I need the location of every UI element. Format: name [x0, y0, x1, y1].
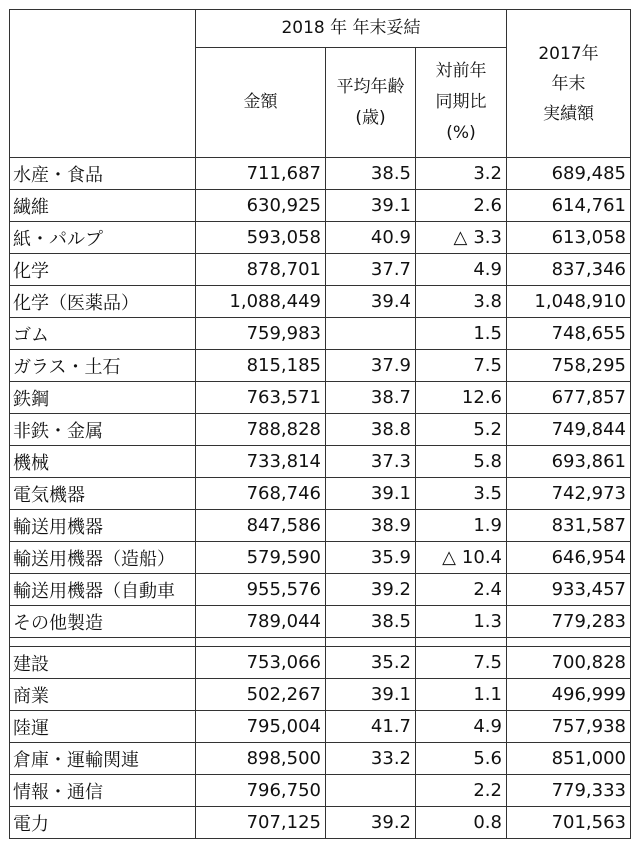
avg-age-cell: 35.9 — [326, 542, 416, 574]
industry-cell: 建設 — [10, 647, 196, 679]
industry-cell: 化学 — [10, 254, 196, 286]
prev-amount-cell: 677,857 — [507, 382, 631, 414]
industry-cell: その他製造 — [10, 606, 196, 638]
table-row — [10, 222, 631, 254]
yoy-cell — [416, 446, 507, 478]
avg-age-cell: 35.2 — [326, 647, 416, 679]
amount-cell: 789,044 — [196, 606, 326, 638]
prev-amount-cell: 837,346 — [507, 254, 631, 286]
decrease-mark: △ — [442, 547, 456, 568]
table-row — [10, 574, 631, 606]
table-row — [10, 510, 631, 542]
yoy-value: 7.5 — [473, 355, 502, 376]
avg-age-cell: 37.7 — [326, 254, 416, 286]
yoy-value: 5.8 — [473, 451, 502, 472]
prev-amount-cell: 613,058 — [507, 222, 631, 254]
prev-amount-cell: 933,457 — [507, 574, 631, 606]
amount-cell: 847,586 — [196, 510, 326, 542]
yoy-value: 2.4 — [473, 579, 502, 600]
yoy-value: 4.9 — [473, 259, 502, 280]
industry-cell: 情報・通信 — [10, 775, 196, 807]
amount-cell: 763,571 — [196, 382, 326, 414]
amount-cell: 753,066 — [196, 647, 326, 679]
yoy-value: 4.9 — [473, 716, 502, 737]
table-row — [10, 775, 631, 807]
yoy-cell — [416, 254, 507, 286]
table-row — [10, 807, 631, 839]
avg-age-cell: 39.2 — [326, 574, 416, 606]
gap-cell — [507, 638, 631, 647]
yoy-value: 3.3 — [473, 227, 502, 248]
section-gap-row — [10, 638, 631, 647]
yoy-cell — [416, 382, 507, 414]
yoy-cell — [416, 542, 507, 574]
yoy-value: 0.8 — [473, 812, 502, 833]
avg-age-cell — [326, 318, 416, 350]
industry-cell: 輸送用機器 — [10, 510, 196, 542]
yoy-cell — [416, 510, 507, 542]
header-avg-age — [326, 48, 416, 158]
table-row — [10, 382, 631, 414]
table-body — [10, 158, 631, 839]
avg-age-cell: 39.2 — [326, 807, 416, 839]
avg-age-cell — [326, 775, 416, 807]
prev-amount-cell: 700,828 — [507, 647, 631, 679]
yoy-value: 1.3 — [473, 611, 502, 632]
amount-cell: 733,814 — [196, 446, 326, 478]
table-row — [10, 318, 631, 350]
gap-cell — [416, 638, 507, 647]
yoy-cell — [416, 679, 507, 711]
table-row — [10, 158, 631, 190]
yoy-value: 2.2 — [473, 780, 502, 801]
prev-amount-cell: 614,761 — [507, 190, 631, 222]
header-yoy-line1: 対前年 — [435, 61, 487, 81]
yoy-cell — [416, 807, 507, 839]
yoy-cell — [416, 775, 507, 807]
table-row — [10, 350, 631, 382]
yoy-cell — [416, 350, 507, 382]
yoy-cell — [416, 190, 507, 222]
table-row — [10, 743, 631, 775]
industry-cell: 輸送用機器（造船） — [10, 542, 196, 574]
avg-age-cell: 38.5 — [326, 158, 416, 190]
yoy-value: 3.5 — [473, 483, 502, 504]
prev-amount-cell: 758,295 — [507, 350, 631, 382]
prev-amount-cell: 496,999 — [507, 679, 631, 711]
table-row — [10, 446, 631, 478]
table-row — [10, 286, 631, 318]
industry-cell: 非鉄・金属 — [10, 414, 196, 446]
table-row — [10, 647, 631, 679]
table-row — [10, 414, 631, 446]
industry-cell: 鉄鋼 — [10, 382, 196, 414]
prev-amount-cell: 831,587 — [507, 510, 631, 542]
yoy-value: 3.2 — [473, 163, 502, 184]
gap-cell — [10, 638, 196, 647]
header-yoy-line2: 同期比 — [435, 92, 487, 112]
industry-cell: 電気機器 — [10, 478, 196, 510]
yoy-cell — [416, 743, 507, 775]
amount-cell: 593,058 — [196, 222, 326, 254]
industry-cell: 電力 — [10, 807, 196, 839]
yoy-cell — [416, 158, 507, 190]
amount-cell: 815,185 — [196, 350, 326, 382]
industry-cell: 陸運 — [10, 711, 196, 743]
yoy-value: 2.6 — [473, 195, 502, 216]
header-amount-label: 金額 — [243, 92, 278, 112]
table-row — [10, 190, 631, 222]
amount-cell: 759,983 — [196, 318, 326, 350]
table-row — [10, 478, 631, 510]
yoy-cell — [416, 711, 507, 743]
amount-cell: 579,590 — [196, 542, 326, 574]
header-prev-line3: 実績額 — [543, 103, 594, 124]
prev-amount-cell: 851,000 — [507, 743, 631, 775]
amount-cell: 502,267 — [196, 679, 326, 711]
yoy-cell — [416, 286, 507, 318]
decrease-mark: △ — [453, 227, 468, 248]
yoy-value: 10.4 — [461, 547, 502, 568]
prev-amount-cell: 693,861 — [507, 446, 631, 478]
prev-amount-cell: 749,844 — [507, 414, 631, 446]
header-group-label: 2018 年 年末妥結 — [281, 18, 421, 38]
industry-cell: ガラス・土石 — [10, 350, 196, 382]
avg-age-cell: 33.2 — [326, 743, 416, 775]
amount-cell: 955,576 — [196, 574, 326, 606]
yoy-value: 12.6 — [461, 387, 502, 408]
amount-cell: 795,004 — [196, 711, 326, 743]
avg-age-cell: 38.8 — [326, 414, 416, 446]
prev-amount-cell: 779,283 — [507, 606, 631, 638]
avg-age-cell: 39.1 — [326, 190, 416, 222]
header-prev-line1: 2017年 — [538, 43, 599, 64]
avg-age-cell: 37.3 — [326, 446, 416, 478]
amount-cell: 788,828 — [196, 414, 326, 446]
avg-age-cell: 40.9 — [326, 222, 416, 254]
header-prev-year — [507, 10, 631, 158]
prev-amount-cell: 701,563 — [507, 807, 631, 839]
avg-age-cell: 38.7 — [326, 382, 416, 414]
industry-cell: 輸送用機器（自動車 — [10, 574, 196, 606]
bonus-table-sheet — [9, 9, 631, 839]
header-avg-age-line2: (歳) — [355, 107, 386, 128]
amount-cell: 768,746 — [196, 478, 326, 510]
gap-cell — [326, 638, 416, 647]
yoy-cell — [416, 414, 507, 446]
amount-cell: 898,500 — [196, 743, 326, 775]
yoy-value: 3.8 — [473, 291, 502, 312]
yoy-value: 5.2 — [473, 419, 502, 440]
table-row — [10, 679, 631, 711]
yoy-cell — [416, 222, 507, 254]
yoy-cell — [416, 647, 507, 679]
industry-cell: 倉庫・運輸関連 — [10, 743, 196, 775]
prev-amount-cell: 748,655 — [507, 318, 631, 350]
header-group-2018 — [196, 10, 507, 48]
table-row — [10, 711, 631, 743]
industry-cell: 商業 — [10, 679, 196, 711]
avg-age-cell: 39.1 — [326, 679, 416, 711]
bonus-table — [9, 9, 631, 839]
amount-cell: 711,687 — [196, 158, 326, 190]
avg-age-cell: 38.9 — [326, 510, 416, 542]
header-yoy — [416, 48, 507, 158]
table-row — [10, 606, 631, 638]
amount-cell: 1,088,449 — [196, 286, 326, 318]
avg-age-cell: 39.4 — [326, 286, 416, 318]
amount-cell: 630,925 — [196, 190, 326, 222]
table-row — [10, 542, 631, 574]
prev-amount-cell: 689,485 — [507, 158, 631, 190]
header-avg-age-line1: 平均年齢 — [336, 76, 405, 97]
avg-age-cell: 41.7 — [326, 711, 416, 743]
industry-cell: 機械 — [10, 446, 196, 478]
header-industry-blank — [10, 10, 196, 158]
yoy-cell — [416, 574, 507, 606]
avg-age-cell: 39.1 — [326, 478, 416, 510]
header-prev-line2: 年末 — [551, 73, 586, 94]
yoy-cell — [416, 606, 507, 638]
avg-age-cell: 38.5 — [326, 606, 416, 638]
prev-amount-cell: 757,938 — [507, 711, 631, 743]
yoy-value: 1.1 — [473, 684, 502, 705]
avg-age-cell: 37.9 — [326, 350, 416, 382]
industry-cell: ゴム — [10, 318, 196, 350]
gap-cell — [196, 638, 326, 647]
amount-cell: 878,701 — [196, 254, 326, 286]
yoy-value: 1.5 — [473, 323, 502, 344]
prev-amount-cell: 646,954 — [507, 542, 631, 574]
industry-cell: 繊維 — [10, 190, 196, 222]
prev-amount-cell: 742,973 — [507, 478, 631, 510]
industry-cell: 水産・食品 — [10, 158, 196, 190]
industry-cell: 紙・パルプ — [10, 222, 196, 254]
header-amount — [196, 48, 326, 158]
header-yoy-line3: (%) — [446, 123, 476, 143]
amount-cell: 796,750 — [196, 775, 326, 807]
yoy-cell — [416, 318, 507, 350]
yoy-value: 5.6 — [473, 748, 502, 769]
yoy-cell — [416, 478, 507, 510]
prev-amount-cell: 1,048,910 — [507, 286, 631, 318]
yoy-value: 1.9 — [473, 515, 502, 536]
prev-amount-cell: 779,333 — [507, 775, 631, 807]
yoy-value: 7.5 — [473, 652, 502, 673]
amount-cell: 707,125 — [196, 807, 326, 839]
industry-cell: 化学（医薬品） — [10, 286, 196, 318]
table-row — [10, 254, 631, 286]
